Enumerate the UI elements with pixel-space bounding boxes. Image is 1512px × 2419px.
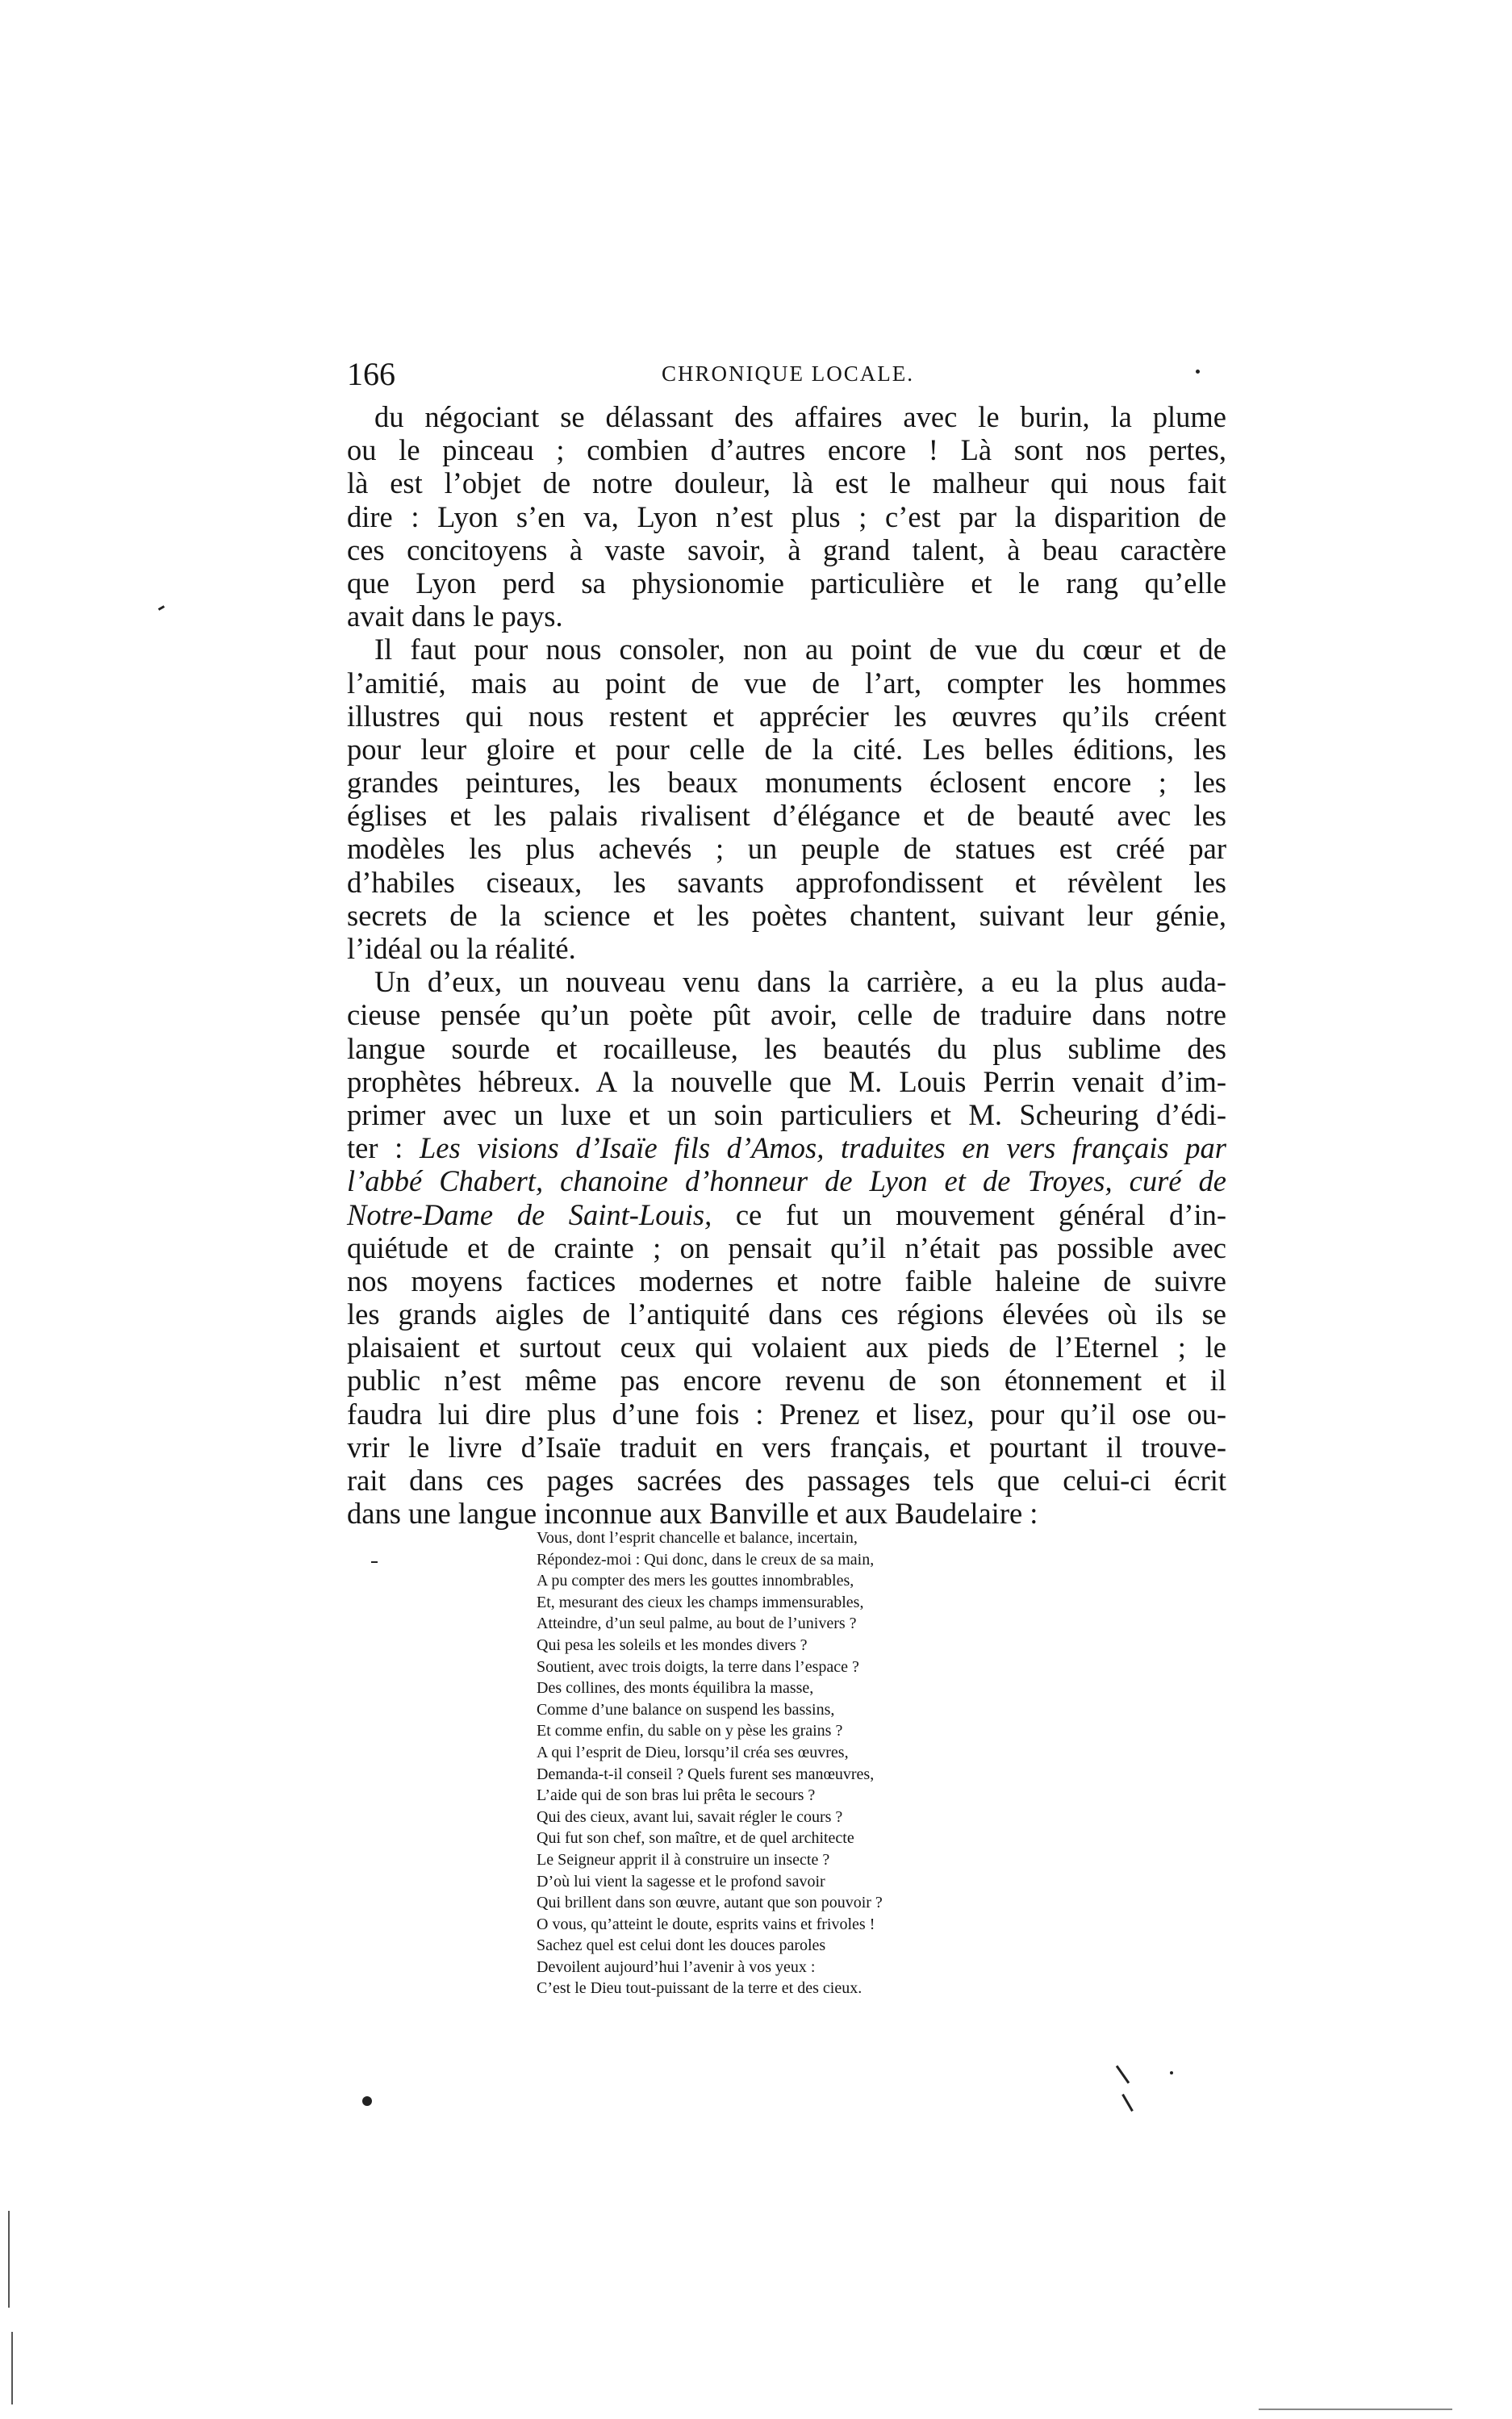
scan-margin-line [11,2332,13,2404]
text-line: faudra lui dire plus d’une fois : Prenez et lisez, pour qu’il ose ou- [347,1397,1226,1431]
text-line: langue sourde et rocailleuse, les beautés du plus sublime des [347,1031,1226,1065]
text-line: Notre-Dame de Saint-Louis, ce fut un mouvement général d’in- [347,1197,1226,1231]
poem-line: Atteindre, d’un seul palme, au bout de l’univers ? [537,1615,857,1633]
text-line: quiétude et de crainte ; on pensait qu’il n’était pas possible avec [347,1230,1226,1264]
poem-line: Vous, dont l’esprit chancelle et balance, incertain, [537,1529,858,1547]
poem-line: Comme d’une balance on suspend les bassins, [537,1700,835,1719]
text-line: que Lyon perd sa physionomie particulière et le rang qu’elle [347,566,1226,600]
quoted-poem [537,1527,1053,1999]
page-number: 166 [347,356,395,392]
text-line: ou le pinceau ; combien d’autres encore ! Là sont nos pertes, [347,433,1226,467]
text-line: cieuse pensée qu’un poète pût avoir, celle de traduire dans notre [347,998,1226,1032]
text-line: là est l’objet de notre douleur, là est le malheur qui nous fait [347,466,1226,500]
paragraph [347,965,1226,1530]
poem-line: Et, mesurant des cieux les champs immensurables, [537,1593,864,1611]
text-line: public n’est même pas encore revenu de son étonnement et il [347,1364,1226,1398]
text-line: pour leur gloire et pour celle de la cité. Les belles éditions, les [347,732,1226,766]
poem-line: Le Seigneur apprit il à construire un insecte ? [537,1850,830,1869]
poem-line: Demanda-t-il conseil ? Quels furent ses manœuvres, [537,1765,875,1783]
poem-line: A qui l’esprit de Dieu, lorsqu’il créa ses œuvres, [537,1743,849,1761]
text-line: rait dans ces pages sacrées des passages tels que celui-ci écrit [347,1464,1226,1497]
stray-mark [1121,2094,1134,2112]
poem-line: D’où lui vient la sagesse et le profond savoir [537,1872,825,1890]
text-line: les grands aigles de l’antiquité dans ces régions élevées où ils se [347,1297,1226,1331]
text-line: l’abbé Chabert, chanoine d’honneur de Lyon et de Troyes, curé de [347,1164,1226,1198]
text-line: ter : Les visions d’Isaïe fils d’Amos, traduites en vers français par [347,1131,1227,1165]
header-ink-mark [1196,370,1200,374]
text-line: modèles les plus achevés ; un peuple de statues est créé par [347,832,1226,866]
ink-dot [362,2096,372,2106]
text-line: vrir le livre d’Isaïe traduit en vers français, et pourtant il trouve- [347,1430,1226,1464]
paragraph [347,400,1226,633]
poem-line: L’aide qui de son bras lui prêta le secours ? [537,1786,816,1805]
scan-margin-line [8,2211,10,2308]
poem-line: O vous, qu’atteint le doute, esprits vains et frivoles ! [537,1915,875,1933]
text-line: ces concitoyens à vaste savoir, à grand talent, à beau caractère [347,533,1226,566]
text-line: secrets de la science et les poètes chantent, suivant leur génie, [347,898,1226,932]
text-line: dire : Lyon s’en va, Lyon n’est plus ; c’est par la disparition de [347,499,1226,533]
poem-line: Soutient, avec trois doigts, la terre dans l’espace ? [537,1657,859,1676]
text-line: Il faut pour nous consoler, non au point de vue du cœur et de [374,633,1226,666]
poem-line: Qui des cieux, avant lui, savait régler le cours ? [537,1807,843,1826]
stray-mark [1170,2071,1173,2074]
poem-line: Sachez quel est celui dont les douces paroles [537,1936,826,1955]
poem-line: Répondez-moi : Qui donc, dans le creux de sa main, [537,1550,875,1569]
poem-line: Et comme enfin, du sable on y pèse les grains ? [537,1722,843,1740]
text-line: Un d’eux, un nouveau venu dans la carrière, a eu la plus auda- [374,965,1226,999]
text-line: plaisaient et surtout ceux qui volaient aux pieds de l’Eternel ; le [347,1331,1226,1364]
text-line: l’idéal ou la réalité. [347,932,576,965]
text-line: dans une langue inconnue aux Banville et aux Baudelaire : [347,1497,1038,1531]
text-line: l’amitié, mais au point de vue de l’art, compter les hommes [347,666,1226,700]
poem-line: Des collines, des monts équilibra la masse, [537,1679,814,1698]
running-title: CHRONIQUE LOCALE. [662,361,914,386]
poem-line: Devoilent aujourd’hui l’avenir à vos yeux : [537,1957,816,1976]
stray-mark [371,1561,378,1563]
page-header [347,355,1226,395]
stray-mark [1116,2065,1130,2083]
body-text [347,400,1226,1530]
poem-line: C’est le Dieu tout-puissant de la terre et des cieux. [537,1979,863,1998]
scan-bottom-line [1259,2409,1452,2410]
text-line: illustres qui nous restent et apprécier les œuvres qu’ils créent [347,699,1226,733]
poem-line: Qui pesa les soleils et les mondes divers ? [537,1636,808,1654]
text-line: grandes peintures, les beaux monuments éclosent encore ; les [347,766,1226,800]
text-line: avait dans le pays. [347,600,563,633]
text-line: églises et les palais rivalisent d’élégance et de beauté avec les [347,799,1226,833]
text-line: prophètes hébreux. A la nouvelle que M. Louis Perrin venait d’im- [347,1064,1226,1098]
text-line: nos moyens factices modernes et notre faible haleine de suivre [347,1264,1226,1297]
text-line: d’habiles ciseaux, les savants approfondissent et révèlent les [347,865,1226,899]
paragraph [347,633,1226,965]
text-line: du négociant se délassant des affaires avec le burin, la plume [374,400,1226,433]
stray-mark [158,605,165,611]
poem-line: A pu compter des mers les gouttes innombrables, [537,1572,854,1590]
text-line: primer avec un luxe et un soin particuliers et M. Scheuring d’édi- [347,1097,1226,1131]
poem-line: Qui brillent dans son œuvre, autant que son pouvoir ? [537,1894,883,1912]
poem-line: Qui fut son chef, son maître, et de quel architecte [537,1829,854,1848]
